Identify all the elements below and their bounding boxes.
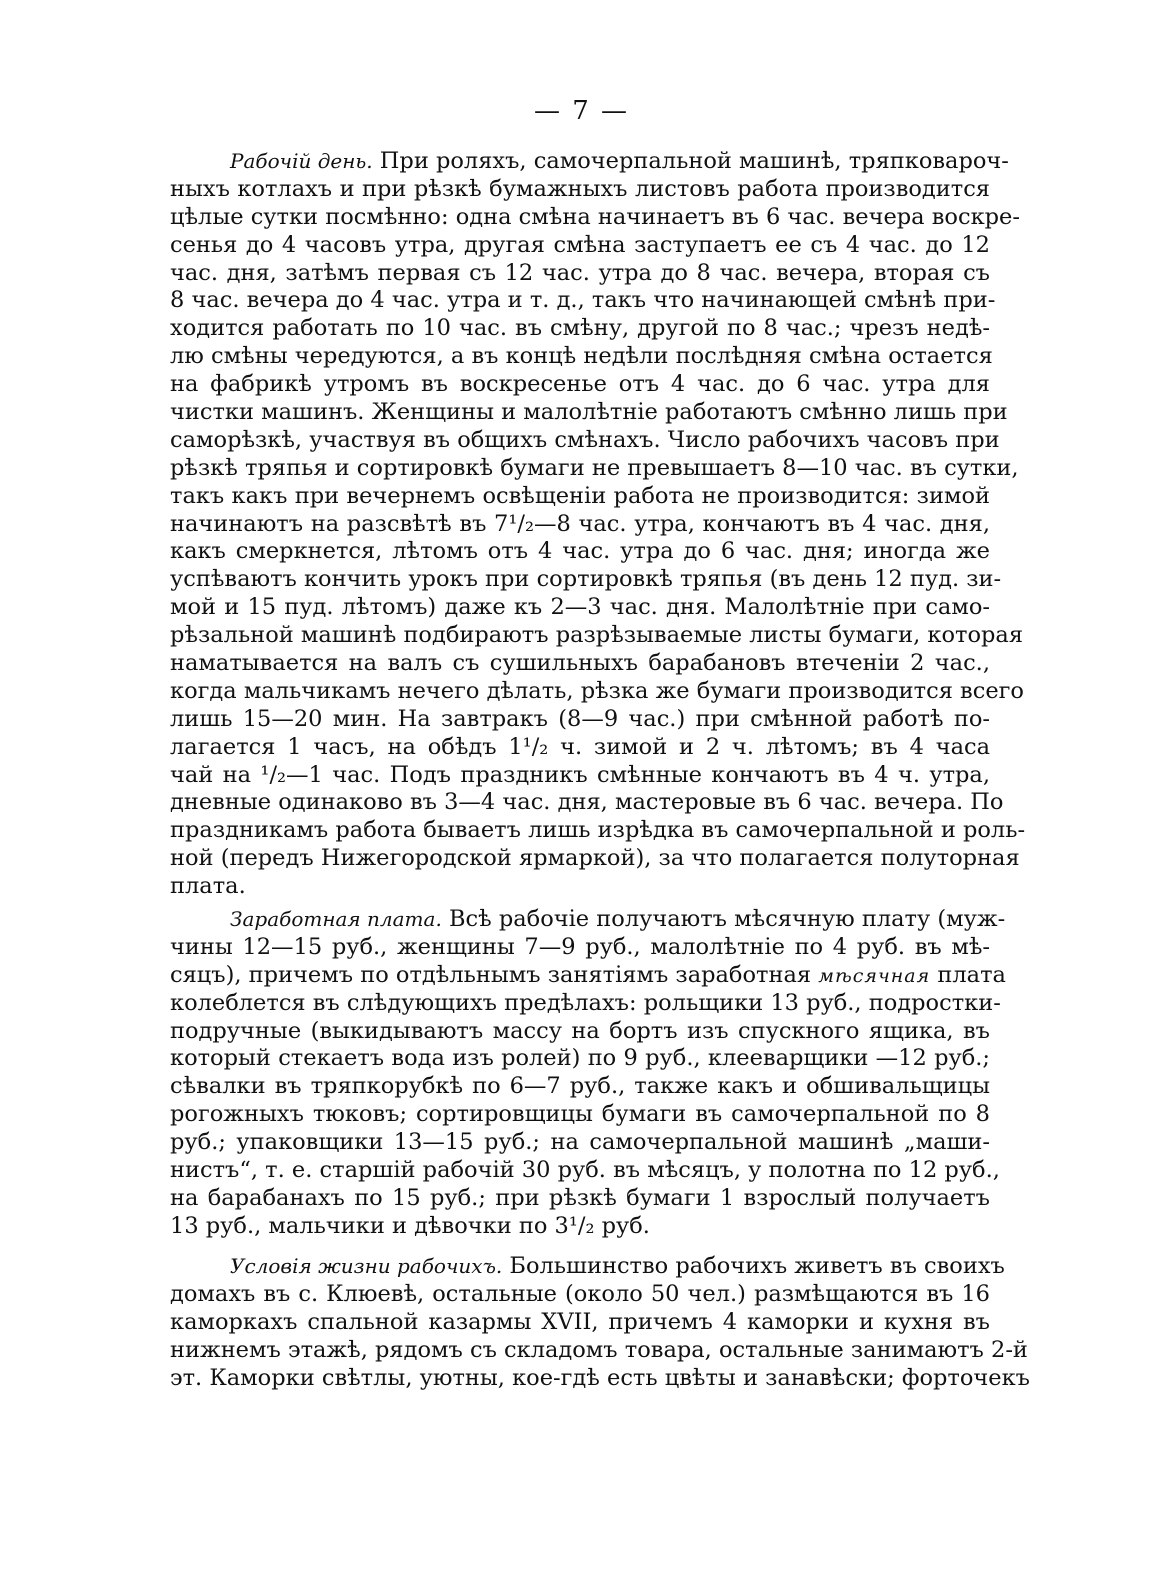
text-line: мой и 15 пуд. лѣтомъ) даже къ 2—3 час. дня. Малолѣтніе при само- [170,594,990,621]
text-line: сенья до 4 часовъ утра, другая смѣна заступаетъ ее съ 4 час. до 12 [170,231,990,258]
text-line: руб.; упаковщики 13—15 руб.; на самочерпальной машинѣ „маши- [170,1129,990,1156]
text-line: ныхъ котлахъ и при рѣзкѣ бумажныхъ листовъ работа производится [170,175,990,202]
section-heading: Заработная плата. [230,907,442,931]
text-line: каморкахъ спальной казармы XVII, причемъ 4 каморки и кухня въ [170,1308,990,1335]
text-line: саморѣзкѣ, участвуя въ общихъ смѣнахъ. Число рабочихъ часовъ при [170,426,1000,453]
text-line: ной (передъ Нижегородской ярмаркой), за что полагается полуторная [170,845,1020,872]
text-line: какъ смеркнется, лѣтомъ отъ 4 час. утра до 6 час. дня; иногда же [170,538,990,565]
text-line: наматывается на валъ съ сушильныхъ барабановъ втеченіи 2 час., [170,650,990,677]
text-line: чины 12—15 руб., женщины 7—9 руб., малолѣтніе по 4 руб. въ мѣ- [170,933,990,960]
text-line: лишь 15—20 мин. На завтракъ (8—9 час.) при смѣнной работѣ по- [170,705,990,732]
text-line: на барабанахъ по 15 руб.; при рѣзкѣ бумаги 1 взрослый получаетъ [170,1184,990,1211]
text-line: на фабрикѣ утромъ въ воскресенье отъ 4 час. до 6 час. утра для [170,371,990,398]
text-line: домахъ въ с. Клюевѣ, остальные (около 50 чел.) размѣщаются въ 16 [170,1280,990,1307]
text-line: 8 час. вечера до 4 час. утра и т. д., такъ что начинающей смѣнѣ при- [170,287,996,314]
text-line: сяцъ), причемъ по отдѣльнымъ занятіямъ заработная мѣсячная плата [170,961,1006,988]
text-line: такъ какъ при вечернемъ освѣщеніи работа не производится: зимой [170,482,990,509]
text-line: праздникамъ работа бываетъ лишь изрѣдка въ самочерпальной и роль- [170,817,1026,844]
text-line: Заработная плата. Всѣ рабочіе получаютъ мѣсячную плату (муж- [230,906,1006,932]
text-line: Рабочій день. При роляхъ, самочерпальной машинѣ, тряпковароч- [230,148,1009,174]
text-line: чистки машинъ. Женщины и малолѣтніе работаютъ смѣнно лишь при [170,399,1008,426]
paragraph-working-day [170,148,1026,901]
inline-italic-word: мѣсячная [818,964,931,987]
text-line: ходится работать по 10 час. въ смѣну, другой по 8 час.; чрезъ недѣ- [170,315,990,342]
paragraph-living-conditions [170,1253,1030,1392]
text-line: который стекаетъ вода изъ ролей) по 9 руб., клееварщики —12 руб.; [170,1045,990,1072]
text-line: лю смѣны чередуются, а въ концѣ недѣли послѣдняя смѣна остается [170,343,993,370]
page-number: — 7 — [533,96,630,126]
text-line: когда мальчикамъ нечего дѣлать, рѣзка же бумаги производится всего [170,677,1024,704]
text-line: подручные (выкидываютъ массу на бортъ изъ спускного ящика, въ [170,1017,990,1044]
text-line: рѣзкѣ тряпья и сортировкѣ бумаги не превышаетъ 8—10 час. въ сутки, [170,454,1019,481]
text-line: нижнемъ этажѣ, рядомъ съ складомъ товара, остальные занимаютъ 2-й [170,1336,1028,1363]
text-line: дневные одинаково въ 3—4 час. дня, мастеровые въ 6 час. вечера. По [170,789,1004,816]
paragraph-wages [170,906,1006,1241]
text-line: 13 руб., мальчики и дѣвочки по 3¹/₂ руб. [170,1212,650,1239]
text-line: рѣзальной машинѣ подбираютъ разрѣзываемые листы бумаги, которая [170,622,1024,649]
section-heading: Рабочій день. [230,149,373,173]
text-line: рогожныхъ тюковъ; сортировщицы бумаги въ самочерпальной по 8 [170,1101,990,1128]
text-line: сѣвалки въ тряпкорубкѣ по 6—7 руб., также какъ и обшивальщицы [170,1073,990,1100]
text-line: колеблется въ слѣдующихъ предѣлахъ: рольщики 13 руб., подростки- [170,989,1001,1016]
text-line: цѣлые сутки посмѣнно: одна смѣна начинаетъ въ 6 час. вечера воскре- [170,203,1020,230]
text-line: Условія жизни рабочихъ. Большинство рабочихъ живетъ въ своихъ [230,1253,1005,1279]
section-heading: Условія жизни рабочихъ. [230,1254,503,1278]
text-line: начинаютъ на разсвѣтѣ въ 7¹/₂—8 час. утра, кончаютъ въ 4 час. дня, [170,510,990,537]
text-line: лагается 1 часъ, на обѣдъ 1¹/₂ ч. зимой и 2 ч. лѣтомъ; въ 4 часа [170,733,990,760]
text-line: чай на ¹/₂—1 час. Подъ праздникъ смѣнные кончаютъ въ 4 ч. утра, [170,761,990,788]
text-line: нистъ“, т. е. старшій рабочій 30 руб. въ мѣсяцъ, у полотна по 12 руб., [170,1157,1000,1184]
text-line: час. дня, затѣмъ первая съ 12 час. утра до 8 час. вечера, вторая съ [170,259,990,286]
text-line: плата. [170,873,246,900]
text-line: успѣваютъ кончить урокъ при сортировкѣ тряпья (въ день 12 пуд. зи- [170,566,1002,593]
text-line: эт. Каморки свѣтлы, уютны, кое-гдѣ есть цвѣты и занавѣски; форточекъ [170,1364,1030,1391]
